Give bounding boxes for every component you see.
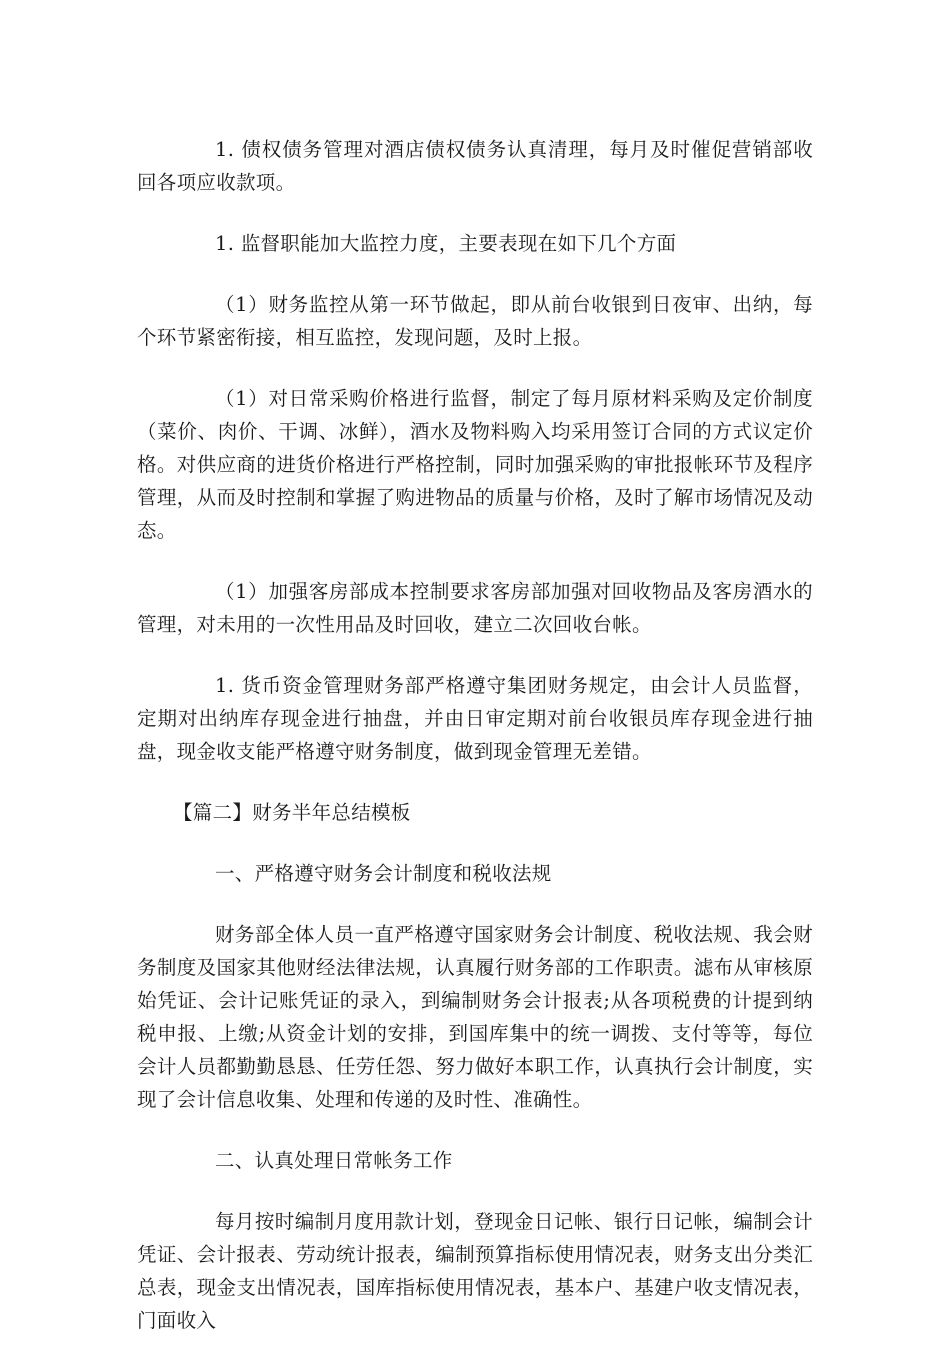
paragraph-supervision: 1. 监督职能加大监控力度，主要表现在如下几个方面 xyxy=(215,232,677,255)
paragraph-housekeeping-cost: （1）加强客房部成本控制要求客房部加强对回收物品及客房酒水的管理，对未用的一次性用品及时回收，建立二次回收台帐。 xyxy=(137,580,813,636)
paragraph-purchase-price: （1）对日常采购价格进行监督，制定了每月原材料采购及定价制度（菜价、肉价、干调、冰鲜），酒水及物料购入均采用签订合同的方式议定价格。对供应商的进货价格进行严格控制，同时加强采购的审批报帐环节及程序管理，从而及时控制和掌握了购进物品的质量与价格，及时了解市场情况及动态。 xyxy=(137,387,813,542)
paragraph-debt-management: 1. 债权债务管理对酒店债权债务认真清理，每月及时催促营销部收回各项应收款项。 xyxy=(137,138,813,194)
document-body xyxy=(137,133,813,1365)
paragraph-cash-management: 1. 货币资金管理财务部严格遵守集团财务规定，由会计人员监督，定期对出纳库存现金进行抽盘，并由日审定期对前台收银员库存现金进行抽盘，现金收支能严格遵守财务制度，做到现金管理无差错。 xyxy=(137,674,813,763)
paragraph-financial-monitoring: （1）财务监控从第一环节做起，即从前台收银到日夜审、出纳，每个环节紧密衔接，相互监控，发现问题，及时上报。 xyxy=(137,293,813,349)
subheading-daily-accounts: 二、认真处理日常帐务工作 xyxy=(215,1149,453,1172)
section-title: 【篇二】财务半年总结模板 xyxy=(173,801,411,824)
paragraph-compliance-body: 财务部全体人员一直严格遵守国家财务会计制度、税收法规、我会财务制度及国家其他财经法律法规，认真履行财务部的工作职责。滤布从审核原始凭证、会计记账凭证的录入，到编制财务会计报表;从各项税费的计提到纳税申报、上缴;从资金计划的安排，到国库集中的统一调拨、支付等等，每位会计人员都勤勤恳恳、任劳任怨、努力做好本职工作，认真执行会计制度，实现了会计信息收集、处理和传递的及时性、准确性。 xyxy=(137,923,813,1111)
paragraph-daily-accounts-body: 每月按时编制月度用款计划，登现金日记帐、银行日记帐，编制会计凭证、会计报表、劳动统计报表，编制预算指标使用情况表，财务支出分类汇总表，现金支出情况表，国库指标使用情况表，基本户、基建户收支情况表，门面收入 xyxy=(137,1210,813,1332)
subheading-compliance: 一、严格遵守财务会计制度和税收法规 xyxy=(215,862,552,885)
